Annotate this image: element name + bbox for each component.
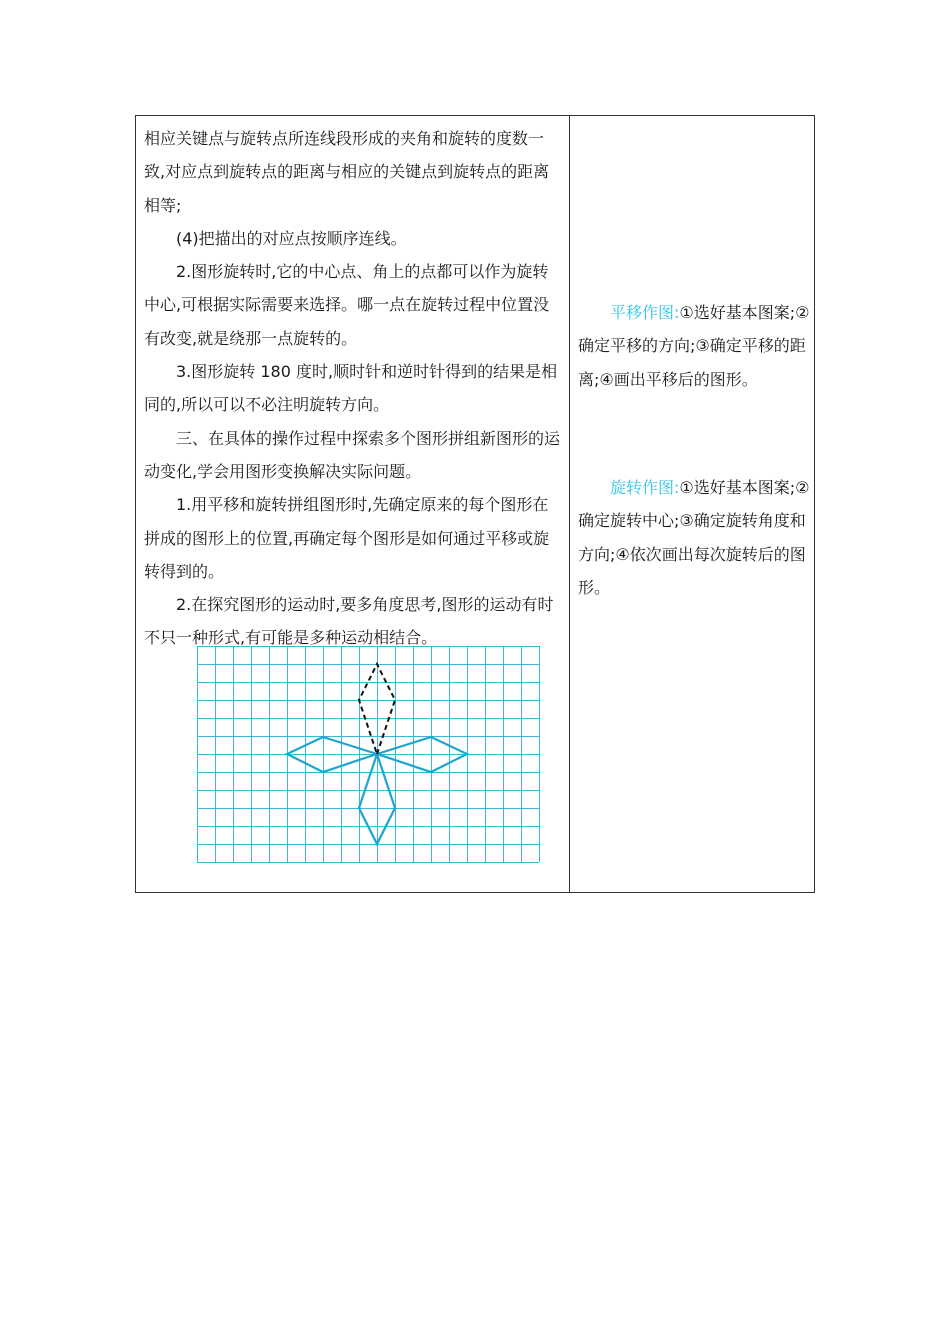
rotate-note	[578, 471, 810, 604]
paragraph-combine-shapes: 1.用平移和旋转拼组图形时,先确定原来的每个图形在拼成的图形上的位置,再确定每个图形是如何通过平移或旋转得到的。	[144, 495, 550, 581]
paragraph-explore-motion: 2.在探究图形的运动时,要多角度思考,图形的运动有时不只一种形式,有可能是多种运动相结合。	[144, 595, 554, 648]
left-column	[144, 122, 564, 655]
paragraph-angle-distance: 相应关键点与旋转点所连线段形成的夹角和旋转的度数一致,对应点到旋转点的距离与相应的关键点到旋转点的距离相等;	[144, 129, 550, 215]
translate-text: ①选好基本图案;②确定平移的方向;③确定平移的距离;④画出平移后的图形。	[578, 303, 810, 389]
paragraph-rotation-center: 2.图形旋转时,它的中心点、角上的点都可以作为旋转中心,可根据实际需要来选择。哪一点在旋转过程中位置没有改变,就是绕那一点旋转的。	[144, 262, 550, 348]
paragraph-rotation-180: 3.图形旋转 180 度时,顺时针和逆时针得到的结果是相同的,所以可以不必注明旋转方向。	[144, 362, 558, 415]
notes-table	[135, 115, 815, 893]
translate-note	[578, 296, 810, 396]
paragraph-section-3: 三、在具体的操作过程中探索多个图形拼组新图形的运动变化,学会用图形变换解决实际问题。	[144, 428, 561, 481]
rotate-label: 旋转作图:	[610, 478, 680, 497]
translate-label: 平移作图:	[610, 303, 680, 322]
rotation-grid-figure	[197, 646, 541, 864]
column-divider	[569, 116, 570, 892]
rotate-text: ①选好基本图案;②确定旋转中心;③确定旋转角度和方向;④依次画出每次旋转后的图形。	[578, 478, 810, 597]
paragraph-step-4: (4)把描出的对应点按顺序连线。	[176, 228, 407, 248]
